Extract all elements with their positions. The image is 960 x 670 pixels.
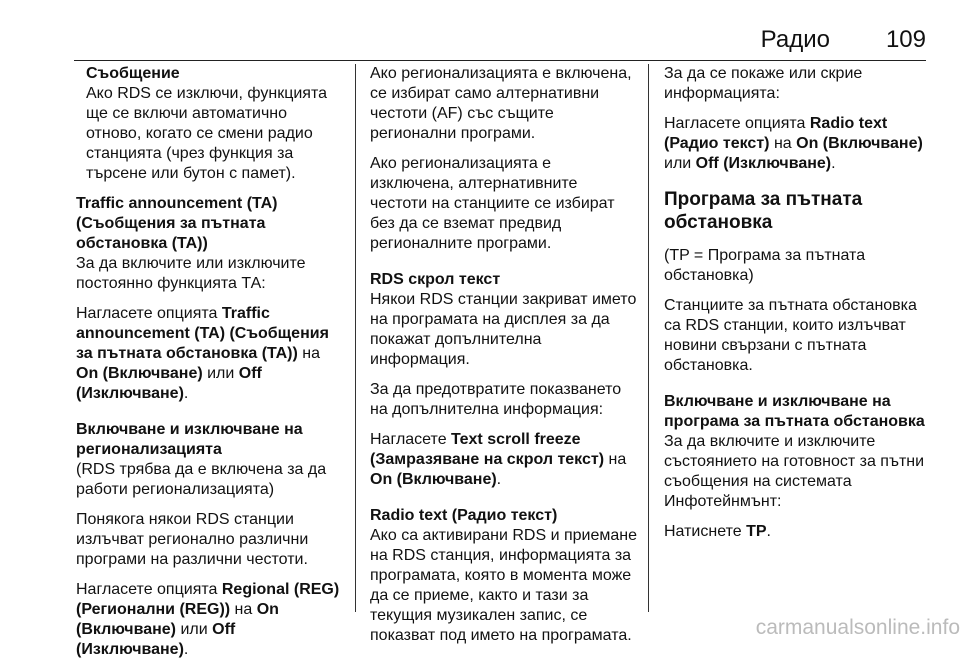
column-divider-1	[355, 64, 356, 612]
page-number: 109	[885, 26, 926, 53]
section-heading-regional: Включване и изключване на регионализацията	[76, 421, 303, 458]
section-heading-traffic-program: Програма за пътната обстановка	[664, 189, 863, 233]
paragraph: Понякога някои RDS станции излъчват регионално различни програми на различни честоти.	[76, 511, 309, 568]
paragraph: За да включите или изключите постоянно функцията ТА:	[76, 255, 306, 292]
note-heading: Съобщение	[86, 65, 180, 82]
paragraph: Някои RDS станции закриват името на програмата на дисплея за да покажат допълнителна информация.	[370, 291, 637, 368]
section-heading-ta: Traffic announcement (TA) (Съобщения за пътната обстановка (TA))	[76, 195, 278, 252]
paragraph: Станциите за пътната обстановка са RDS станции, които излъчват новини свързани с пътната обстановка.	[664, 297, 917, 374]
watermark: carmanualsonline.info	[755, 616, 960, 639]
message-note	[76, 64, 344, 184]
column-1	[76, 64, 344, 670]
paragraph: За да се покаже или скрие информацията:	[664, 65, 863, 102]
section-heading-tp-toggle: Включване и изключване на програма за пътната обстановка	[664, 393, 925, 430]
section-heading-rds-scroll: RDS скрол текст	[370, 271, 501, 288]
paragraph: Натиснете TP.	[664, 523, 771, 540]
paragraph: Нагласете опцията Radio text (Радио текст) на On (Включване) или Off (Изключване).	[664, 115, 923, 172]
paragraph: Ако регионализацията е включена, се избират само алтернативни честоти (AF) със същите регионални програми.	[370, 65, 632, 142]
section-heading-radio-text: Radio text (Радио текст)	[370, 507, 558, 524]
paragraph: За да предотвратите показването на допълнителна информация:	[370, 381, 622, 418]
paragraph: Ако регионализацията е изключена, алтернативните честоти на станциите се избират без да се вземат предвид регионалните програми.	[370, 155, 615, 252]
column-3	[664, 64, 932, 552]
paragraph: Ако са активирани RDS и приемане на RDS станция, информацията за програмата, която в момента може да се приеме, както и тази за текущия музикален запис, се показват под името на програмата.	[370, 527, 637, 644]
column-divider-2	[648, 64, 649, 612]
page-header	[74, 26, 926, 56]
header-rule	[74, 60, 926, 61]
page-title: Радио	[760, 26, 830, 53]
paragraph: Нагласете опцията Regional (REG) (Регионални (REG)) на On (Включване) или Off (Изключване).	[76, 581, 340, 658]
paragraph: Нагласете Text scroll freeze (Замразяване на скрол текст) на On (Включване).	[370, 431, 627, 488]
column-2	[370, 64, 638, 656]
paragraph: (TP = Програма за пътната обстановка)	[664, 247, 866, 284]
paragraph: (RDS трябва да е включена за да работи регионализацията)	[76, 461, 327, 498]
paragraph: Нагласете опцията Traffic announcement (TA) (Съобщения за пътната обстановка (TA)) на On (Включване) или Off (Изключване).	[76, 305, 329, 402]
paragraph: За да включите и изключите състоянието на готовност за пътни съобщения на системата Инфотейнмънт:	[664, 433, 925, 510]
note-text: Ако RDS се изключи, функцията ще се включи автоматично отново, когато се смени радио станцията (чрез функция за търсене или бутон с памет).	[86, 85, 327, 182]
